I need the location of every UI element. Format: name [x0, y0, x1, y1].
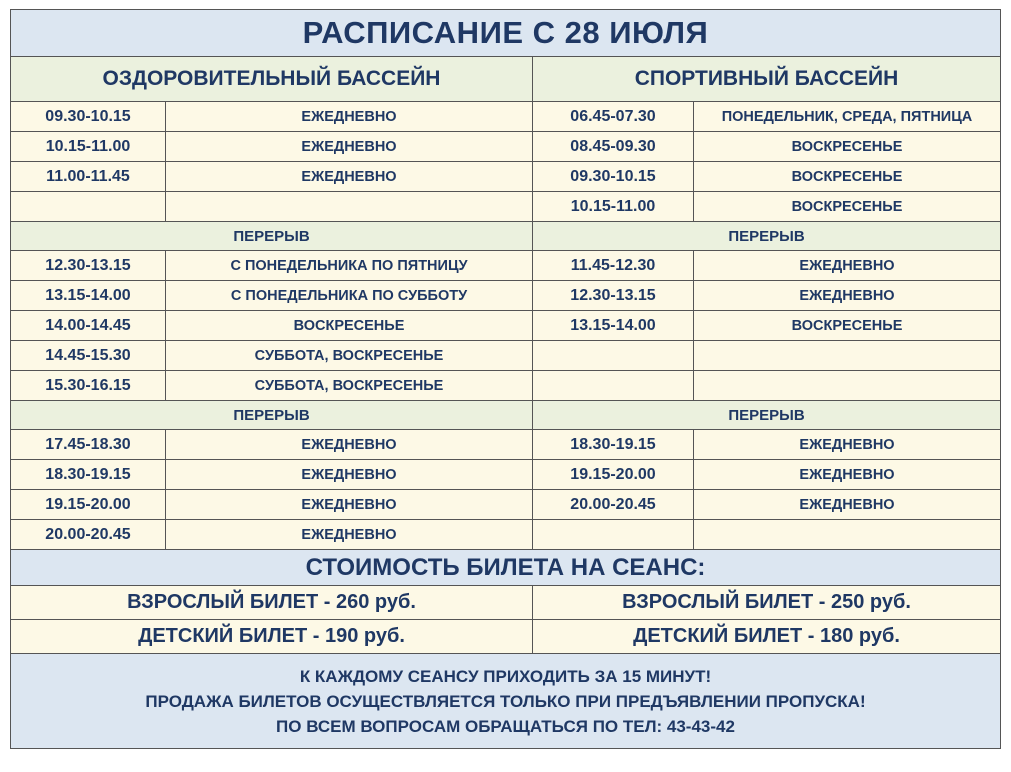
health-pool-session-time: 14.00-14.45 — [11, 311, 166, 341]
sport-pool-session-time — [533, 341, 694, 371]
schedule-sheet — [10, 9, 1000, 749]
health-pool-session-time: 17.45-18.30 — [11, 430, 166, 460]
schedule-row — [11, 192, 1001, 222]
schedule-row — [11, 520, 1001, 550]
health-pool-session-time — [11, 192, 166, 222]
sport-pool-session-days: ЕЖЕДНЕВНО — [694, 430, 1001, 460]
health-pool-session-days: ЕЖЕДНЕВНО — [166, 162, 533, 192]
sport-pool-session-time: 18.30-19.15 — [533, 430, 694, 460]
health-pool-adult-price: ВЗРОСЛЫЙ БИЛЕТ - 260 руб. — [11, 586, 533, 620]
schedule-row — [11, 460, 1001, 490]
health-pool-session-time: 18.30-19.15 — [11, 460, 166, 490]
sport-pool-session-time: 06.45-07.30 — [533, 102, 694, 132]
health-pool-session-days: ЕЖЕДНЕВНО — [166, 520, 533, 550]
sport-pool-session-time: 13.15-14.00 — [533, 311, 694, 341]
sport-pool-session-time: 12.30-13.15 — [533, 281, 694, 311]
sport-pool-session-days: ВОСКРЕСЕНЬЕ — [694, 162, 1001, 192]
price-row-child — [11, 620, 1001, 654]
price-title: СТОИМОСТЬ БИЛЕТА НА СЕАНС: — [11, 550, 1001, 586]
sport-pool-session-time: 19.15-20.00 — [533, 460, 694, 490]
sport-pool-session-time — [533, 371, 694, 401]
health-pool-child-price: ДЕТСКИЙ БИЛЕТ - 190 руб. — [11, 620, 533, 654]
sport-pool-session-days: ВОСКРЕСЕНЬЕ — [694, 311, 1001, 341]
sport-pool-session-days: ПОНЕДЕЛЬНИК, СРЕДА, ПЯТНИЦА — [694, 102, 1001, 132]
sport-pool-break: ПЕРЕРЫВ — [533, 222, 1001, 251]
health-pool-session-days: ЕЖЕДНЕВНО — [166, 102, 533, 132]
sport-pool-session-time: 09.30-10.15 — [533, 162, 694, 192]
health-pool-session-days — [166, 192, 533, 222]
sport-pool-title: СПОРТИВНЫЙ БАССЕЙН — [533, 57, 1001, 102]
schedule-row — [11, 251, 1001, 281]
break-row — [11, 222, 1001, 251]
schedule-row — [11, 162, 1001, 192]
sport-pool-session-days: ЕЖЕДНЕВНО — [694, 281, 1001, 311]
sport-pool-session-days: ЕЖЕДНЕВНО — [694, 251, 1001, 281]
sport-pool-child-price: ДЕТСКИЙ БИЛЕТ - 180 руб. — [533, 620, 1001, 654]
health-pool-session-time: 19.15-20.00 — [11, 490, 166, 520]
schedule-row — [11, 132, 1001, 162]
health-pool-session-days: ЕЖЕДНЕВНО — [166, 490, 533, 520]
schedule-table — [10, 9, 1001, 749]
health-pool-title: ОЗДОРОВИТЕЛЬНЫЙ БАССЕЙН — [11, 57, 533, 102]
schedule-row — [11, 341, 1001, 371]
health-pool-session-time: 11.00-11.45 — [11, 162, 166, 192]
sport-pool-session-time — [533, 520, 694, 550]
health-pool-session-days: ЕЖЕДНЕВНО — [166, 132, 533, 162]
health-pool-session-time: 15.30-16.15 — [11, 371, 166, 401]
health-pool-session-days: ЕЖЕДНЕВНО — [166, 460, 533, 490]
sport-pool-session-time: 11.45-12.30 — [533, 251, 694, 281]
price-row-adult — [11, 586, 1001, 620]
sport-pool-session-time: 10.15-11.00 — [533, 192, 694, 222]
health-pool-session-time: 13.15-14.00 — [11, 281, 166, 311]
sport-pool-session-days: ВОСКРЕСЕНЬЕ — [694, 192, 1001, 222]
schedule-row — [11, 102, 1001, 132]
page-title: РАСПИСАНИЕ С 28 ИЮЛЯ — [11, 10, 1001, 57]
sport-pool-session-days: ЕЖЕДНЕВНО — [694, 490, 1001, 520]
sport-pool-session-days: ЕЖЕДНЕВНО — [694, 460, 1001, 490]
health-pool-session-days: ВОСКРЕСЕНЬЕ — [166, 311, 533, 341]
sport-pool-session-time: 20.00-20.45 — [533, 490, 694, 520]
health-pool-session-time: 20.00-20.45 — [11, 520, 166, 550]
note-line: ПРОДАЖА БИЛЕТОВ ОСУЩЕСТВЛЯЕТСЯ ТОЛЬКО ПРИ ПРЕДЪЯВЛЕНИИ ПРОПУСКА! — [145, 691, 866, 711]
note-line: ПО ВСЕМ ВОПРОСАМ ОБРАЩАТЬСЯ ПО ТЕЛ: 43-43-42 — [276, 716, 735, 736]
schedule-row — [11, 281, 1001, 311]
sport-pool-session-days: ВОСКРЕСЕНЬЕ — [694, 132, 1001, 162]
health-pool-session-days: СУББОТА, ВОСКРЕСЕНЬЕ — [166, 341, 533, 371]
sport-pool-adult-price: ВЗРОСЛЫЙ БИЛЕТ - 250 руб. — [533, 586, 1001, 620]
schedule-row — [11, 490, 1001, 520]
health-pool-session-time: 10.15-11.00 — [11, 132, 166, 162]
sport-pool-session-days — [694, 371, 1001, 401]
note-line: К КАЖДОМУ СЕАНСУ ПРИХОДИТЬ ЗА 15 МИНУТ! — [299, 666, 712, 686]
sport-pool-session-time: 08.45-09.30 — [533, 132, 694, 162]
health-pool-session-days: ЕЖЕДНЕВНО — [166, 430, 533, 460]
health-pool-session-time: 12.30-13.15 — [11, 251, 166, 281]
sport-pool-session-days — [694, 520, 1001, 550]
health-pool-session-time: 14.45-15.30 — [11, 341, 166, 371]
schedule-row — [11, 430, 1001, 460]
schedule-row — [11, 311, 1001, 341]
health-pool-session-days: СУББОТА, ВОСКРЕСЕНЬЕ — [166, 371, 533, 401]
notes-block — [11, 654, 1001, 749]
health-pool-session-time: 09.30-10.15 — [11, 102, 166, 132]
health-pool-session-days: С ПОНЕДЕЛЬНИКА ПО ПЯТНИЦУ — [166, 251, 533, 281]
sport-pool-break: ПЕРЕРЫВ — [533, 401, 1001, 430]
health-pool-session-days: С ПОНЕДЕЛЬНИКА ПО СУББОТУ — [166, 281, 533, 311]
break-row — [11, 401, 1001, 430]
sport-pool-session-days — [694, 341, 1001, 371]
health-pool-break: ПЕРЕРЫВ — [11, 401, 533, 430]
schedule-row — [11, 371, 1001, 401]
health-pool-break: ПЕРЕРЫВ — [11, 222, 533, 251]
